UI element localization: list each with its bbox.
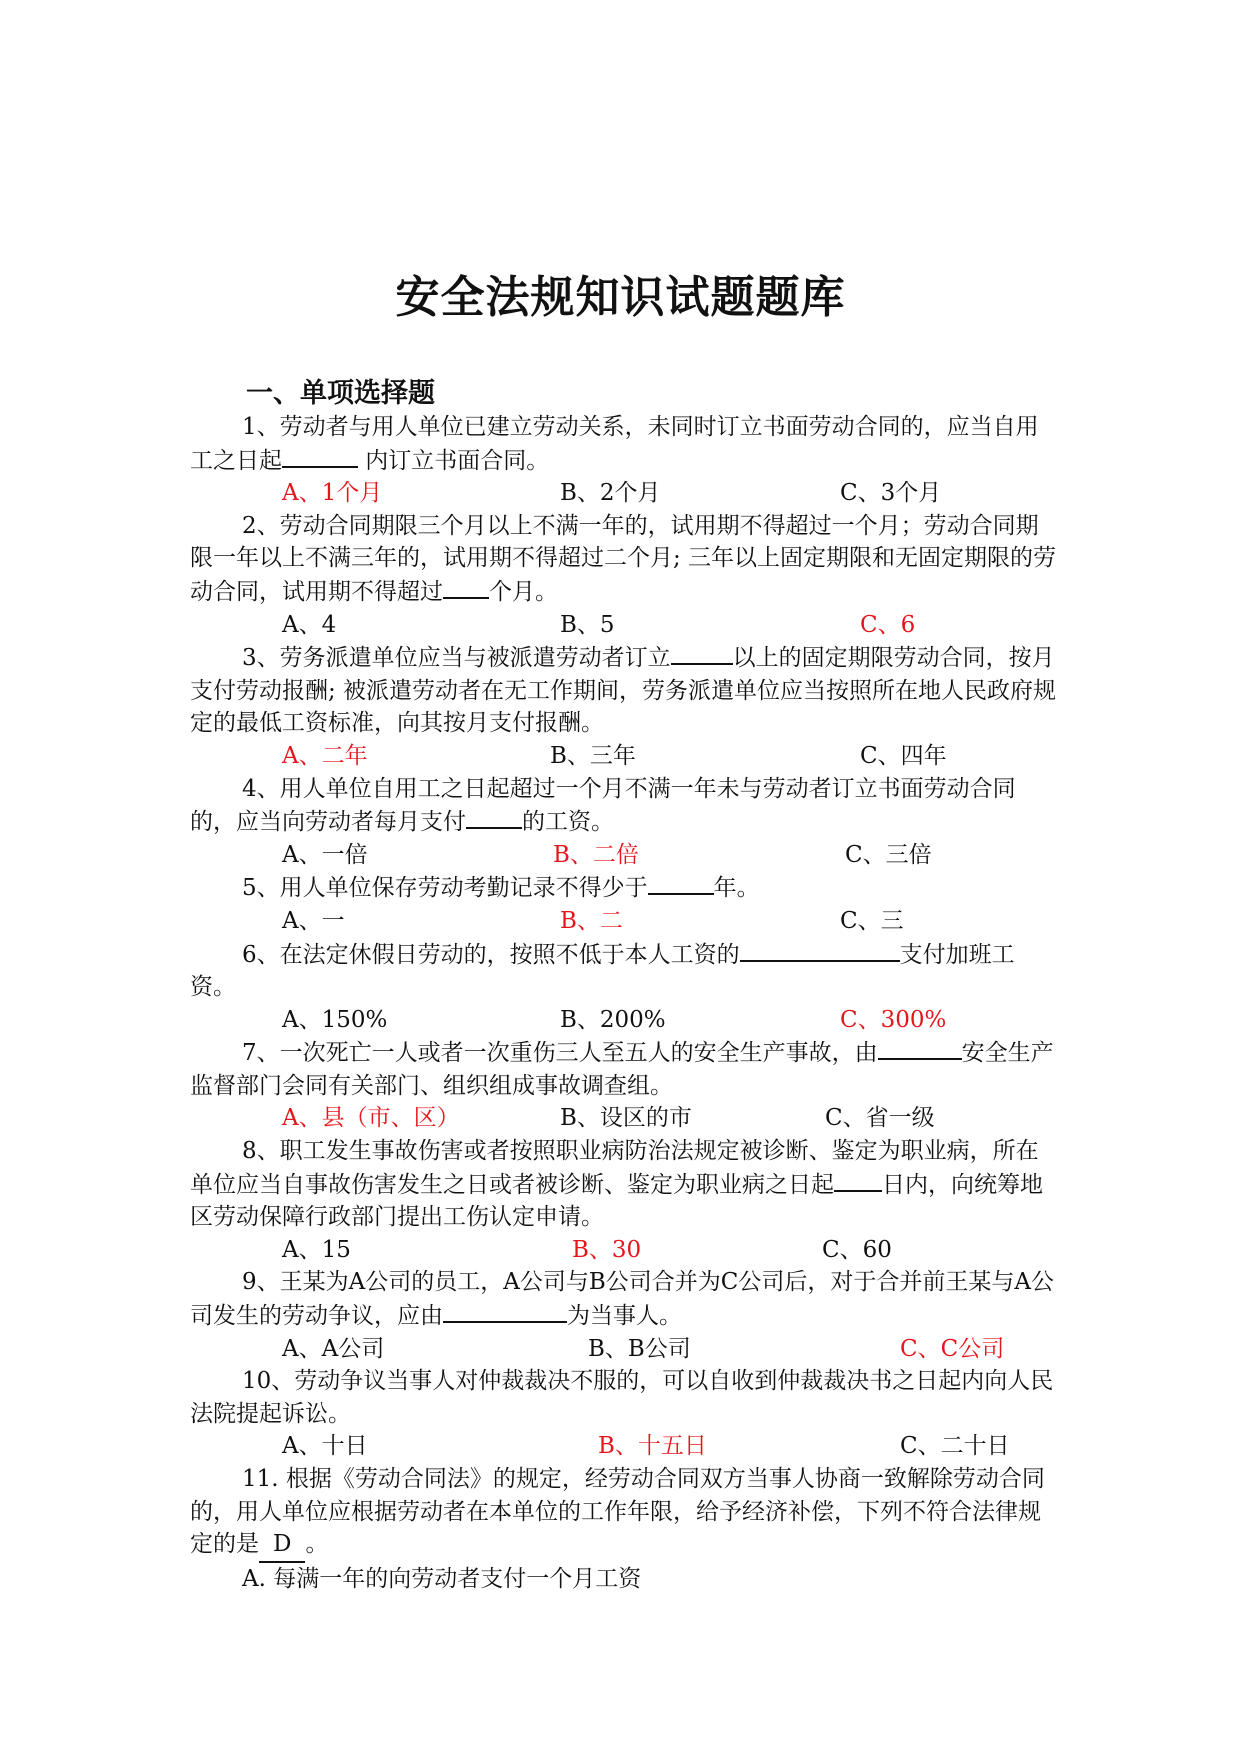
question-7 bbox=[190, 1036, 1060, 1102]
option-b: B、二倍 bbox=[553, 841, 639, 868]
option-a: A、十日 bbox=[282, 1433, 368, 1460]
option-b: B、2个月 bbox=[560, 480, 661, 507]
question-9-text: 9、王某为A公司的员工，A公司与B公司合并为C公司后，对于合并前王某与A公司发生的劳动争议，应由 bbox=[190, 1269, 1054, 1330]
question-3 bbox=[190, 641, 1060, 740]
question-11 bbox=[190, 1463, 1060, 1563]
question-3-options bbox=[190, 740, 1060, 773]
question-6-options bbox=[190, 1004, 1060, 1037]
question-1-text-end: 内订立书面合同。 bbox=[358, 447, 550, 474]
option-b: B、200% bbox=[560, 1006, 666, 1033]
question-9-options bbox=[190, 1333, 1060, 1366]
answer-blank bbox=[740, 938, 900, 962]
question-4-text-end: 的工资。 bbox=[522, 809, 614, 836]
question-7-text: 7、一次死亡一人或者一次重伤三人至五人的安全生产事故，由 bbox=[242, 1040, 878, 1067]
question-6-text: 6、在法定休假日劳动的，按照不低于本人工资的 bbox=[242, 941, 740, 968]
question-8 bbox=[190, 1135, 1060, 1234]
question-5 bbox=[190, 871, 1060, 905]
question-2-options bbox=[190, 609, 1060, 642]
option-b: B、B公司 bbox=[588, 1335, 691, 1362]
question-3-text: 3、劳务派遣单位应当与被派遣劳动者订立 bbox=[242, 645, 671, 672]
page-title: 安全法规知识试题题库 bbox=[395, 272, 846, 323]
option-b: B、30 bbox=[572, 1236, 642, 1263]
option-c: C、60 bbox=[822, 1236, 892, 1263]
question-6 bbox=[190, 938, 1060, 1004]
question-8-text-end: 日内，向统筹地区劳动保障行政部门提出工伤认定申请。 bbox=[190, 1171, 1043, 1231]
option-c: C、3个月 bbox=[840, 480, 942, 507]
option-a: A、二年 bbox=[282, 742, 368, 769]
option-c: C、省一级 bbox=[825, 1105, 935, 1132]
answer-blank bbox=[466, 805, 522, 829]
option-c: C、三 bbox=[840, 907, 904, 934]
option-b: B、十五日 bbox=[598, 1433, 707, 1460]
question-5-options bbox=[190, 905, 1060, 938]
answer-blank bbox=[671, 641, 733, 665]
question-10-options bbox=[190, 1430, 1060, 1463]
question-1 bbox=[190, 411, 1060, 477]
question-5-text-end: 年。 bbox=[713, 875, 760, 902]
option-c: C、6 bbox=[860, 611, 916, 638]
option-a: A、一倍 bbox=[282, 841, 368, 868]
question-2-text: 2、劳动合同期限三个月以上不满一年的，试用期不得超过一个月；劳动合同期限一年以上不满三年的，试用期不得超过二个月; 三年以上固定期限和无固定期限的劳动合同，试用期不得超过 bbox=[190, 512, 1057, 605]
option-a: A、一 bbox=[282, 907, 345, 934]
answer-blank bbox=[443, 575, 489, 599]
question-1-text: 1、劳动者与用人单位已建立劳动关系，未同时订立书面劳动合同的，应当自用工之日起 bbox=[190, 414, 1039, 474]
option-a: A、1个月 bbox=[282, 480, 383, 507]
question-11-option-a: A. 每满一年的向劳动者支付一个月工资 bbox=[242, 1565, 642, 1592]
question-8-text: 8、职工发生事故伤害或者按照职业病防治法规定被诊断、鉴定为职业病，所在单位应当自事故伤害发生之日或者被诊断、鉴定为职业病之日起 bbox=[190, 1138, 1039, 1198]
question-2 bbox=[190, 510, 1060, 609]
question-2-text-end: 个月。 bbox=[489, 578, 558, 605]
answer-blank bbox=[282, 444, 358, 468]
question-11-text-end: 。 bbox=[305, 1531, 329, 1558]
question-4-text: 4、用人单位自用工之日起超过一个月不满一年未与劳动者订立书面劳动合同的，应当向劳动者每月支付 bbox=[190, 775, 1016, 836]
option-c: C、四年 bbox=[860, 742, 947, 769]
option-a: A、4 bbox=[282, 611, 337, 638]
question-5-text: 5、用人单位保存劳动考勤记录不得少于 bbox=[242, 875, 648, 902]
option-a: A、县（市、区） bbox=[282, 1105, 460, 1132]
question-4-options bbox=[190, 839, 1060, 872]
option-b: B、三年 bbox=[550, 742, 636, 769]
option-c: C、300% bbox=[840, 1006, 947, 1033]
question-10-text: 10、劳动争议当事人对仲裁裁决不服的，可以自收到仲裁裁决书之日起内向人民法院提起诉讼。 bbox=[190, 1368, 1054, 1427]
question-3-text-end: 以上的固定期限劳动合同，按月支付劳动报酬; 被派遣劳动者在无工作期间，劳务派遣单位应当按照所在地人民政府规定的最低工资标准，向其按月支付报酬。 bbox=[190, 645, 1057, 737]
question-6-text-end: 支付加班工资。 bbox=[190, 941, 1015, 1001]
question-9-text-end: 为当事人。 bbox=[567, 1303, 682, 1330]
option-c: C、C公司 bbox=[900, 1335, 1005, 1362]
option-a: A、15 bbox=[282, 1236, 351, 1263]
question-7-text-end: 安全生产监督部门会同有关部门、组织组成事故调查组。 bbox=[190, 1040, 1054, 1099]
question-10 bbox=[190, 1365, 1060, 1430]
question-8-options bbox=[190, 1234, 1060, 1267]
answer-blank-filled: D bbox=[259, 1528, 305, 1563]
question-4 bbox=[190, 773, 1060, 839]
option-a: A、A公司 bbox=[282, 1335, 385, 1362]
question-1-options bbox=[190, 477, 1060, 510]
question-7-options bbox=[190, 1102, 1060, 1135]
question-11-text: 11. 根据《劳动合同法》的规定，经劳动合同双方当事人协商一致解除劳动合同的，用人单位应根据劳动者在本单位的工作年限，给予经济补偿，下列不符合法律规定的是 bbox=[190, 1466, 1045, 1558]
answer-blank bbox=[878, 1036, 962, 1060]
answer-blank bbox=[443, 1299, 567, 1323]
option-a: A、150% bbox=[282, 1006, 388, 1033]
option-c: C、二十日 bbox=[900, 1433, 1010, 1460]
answer-blank bbox=[648, 871, 714, 895]
question-list bbox=[190, 411, 1060, 1595]
option-b: B、设区的市 bbox=[560, 1105, 692, 1132]
section-heading: 一、单项选择题 bbox=[246, 378, 435, 409]
option-c: C、三倍 bbox=[845, 841, 932, 868]
answer-blank bbox=[834, 1168, 882, 1192]
question-9 bbox=[190, 1266, 1060, 1332]
option-b: B、5 bbox=[560, 611, 615, 638]
option-b: B、二 bbox=[560, 907, 623, 934]
